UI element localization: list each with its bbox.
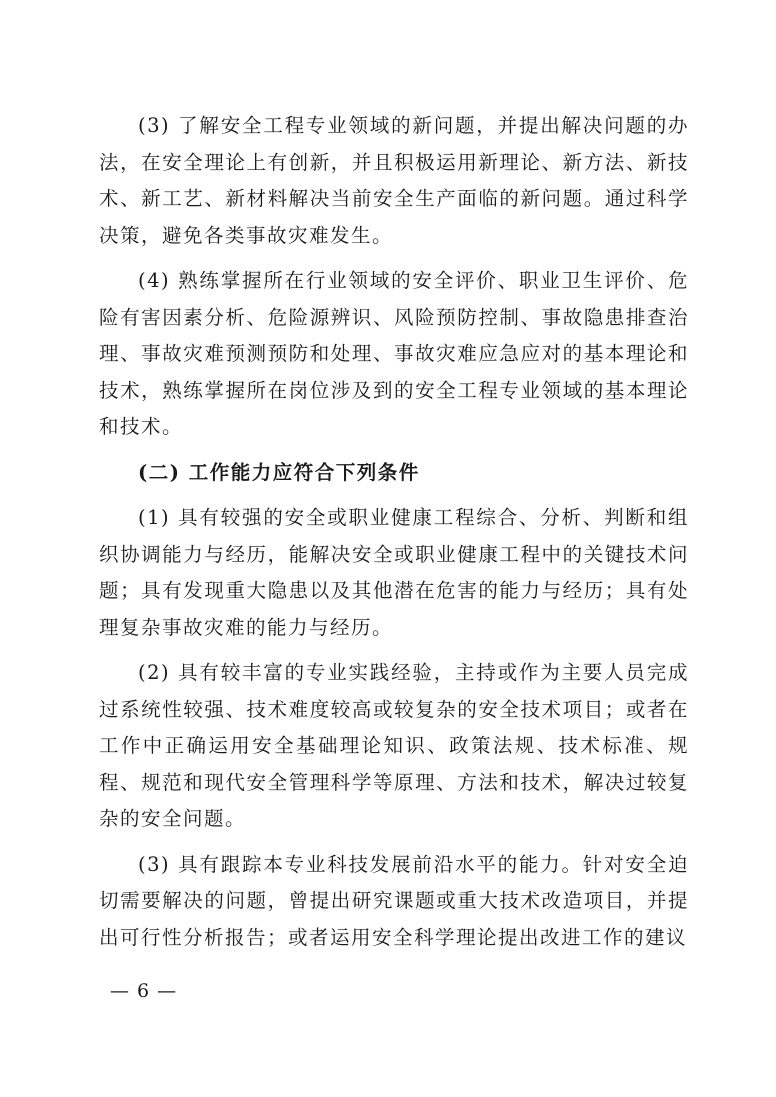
paragraph-3: (1) 具有较强的安全或职业健康工程综合、分析、判断和组织协调能力与经历，能解决安全或职业健康工程中的关键技术问题；具有发现重大隐患以及其他潜在危害的能力与经历；具有处理复杂事故灾难的能力与经历。 — [99, 506, 689, 639]
section-heading: (二) 工作能力应符合下列条件 — [138, 460, 420, 484]
paragraph-5: (3) 具有跟踪本专业科技发展前沿水平的能力。针对安全迫切需要解决的问题，曾提出研究课题或重大技术改造项目，并提出可行性分析报告；或者运用安全科学理论提出改进工作的建议 — [99, 852, 689, 949]
paragraph-2: (4) 熟练掌握所在行业领域的安全评价、职业卫生评价、危险有害因素分析、危险源辨识、风险预防控制、事故隐患排查治理、事故灾难预测预防和处理、事故灾难应急应对的基本理论和技术，熟练掌握所在岗位涉及到的安全工程专业领域的基本理论和技术。 — [99, 269, 689, 438]
document-body — [99, 108, 689, 965]
page-number: — 6 — — [110, 980, 178, 1002]
paragraph-4: (2) 具有较丰富的专业实践经验，主持或作为主要人员完成过系统性较强、技术难度较高或较复杂的安全技术项目；或者在工作中正确运用安全基础理论知识、政策法规、技术标准、规程、规范和现代安全管理科学等原理、方法和技术，解决过较复杂的安全问题。 — [99, 661, 689, 830]
paragraph-1: (3) 了解安全工程专业领域的新问题，并提出解决问题的办法，在安全理论上有创新，并且积极运用新理论、新方法、新技术、新工艺、新材料解决当前安全生产面临的新问题。通过科学决策，避免各类事故灾难发生。 — [99, 114, 689, 247]
